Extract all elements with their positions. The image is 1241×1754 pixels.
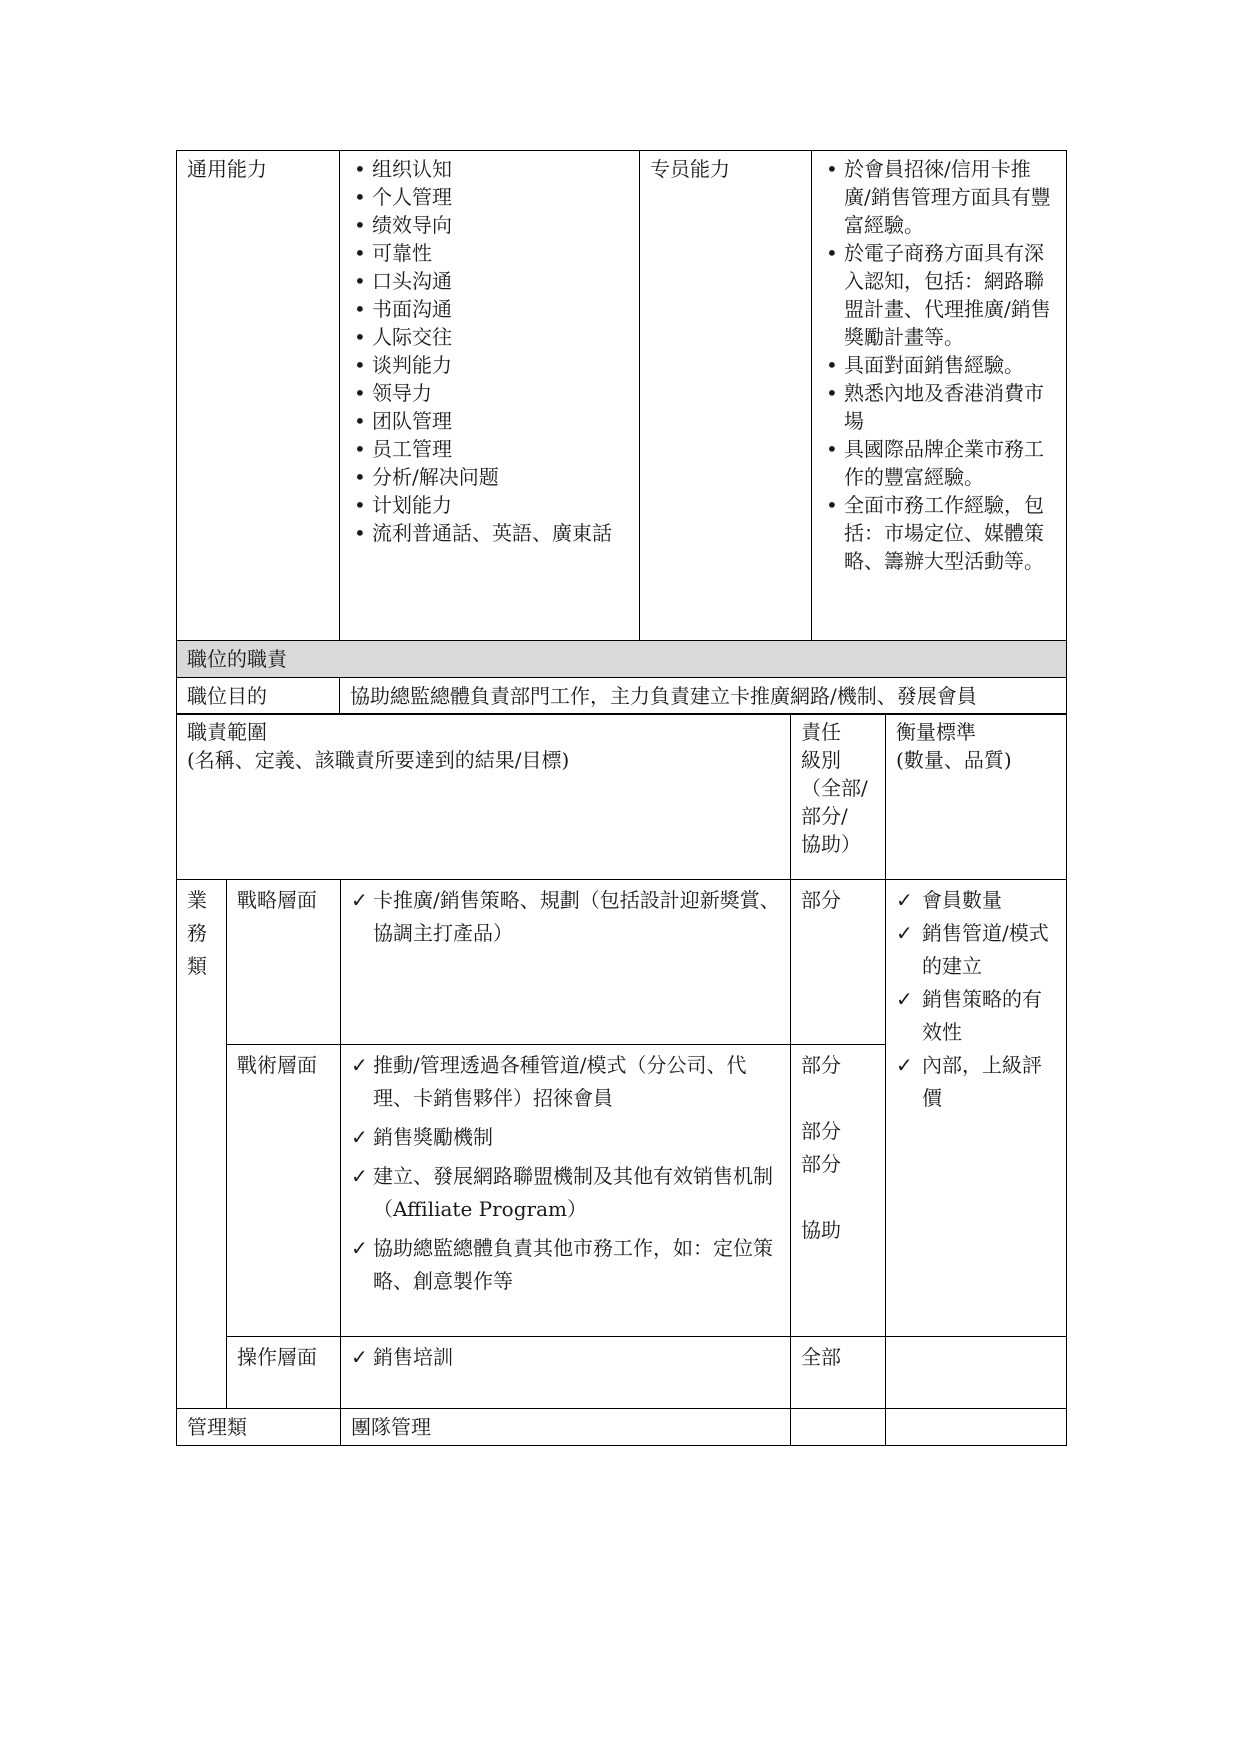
- check-mark-icon: ✓: [896, 888, 913, 912]
- specialist-competency-list: [822, 155, 1056, 575]
- general-competency-item: • 员工管理: [350, 435, 629, 463]
- specialist-competency-item: • 於電子商務方面具有深入認知，包括：網路聯盟計畫、代理推廣/銷售獎勵計畫等。: [822, 239, 1056, 351]
- general-competency-item: • 可靠性: [350, 239, 629, 267]
- operational-duty-item: ✓ 銷售培訓: [351, 1341, 780, 1374]
- general-competency-item: • 人际交往: [350, 323, 629, 351]
- competency-table: [176, 150, 1067, 641]
- measurement-item: ✓ 銷售管道/模式的建立: [896, 917, 1056, 983]
- operational-responsibility: 全部: [791, 1337, 886, 1409]
- management-measure: [886, 1409, 1067, 1446]
- measurement-item: ✓ 銷售策略的有效性: [896, 983, 1056, 1049]
- tactical-responsibility: 部分 部分 部分 協助: [791, 1045, 886, 1337]
- general-competency-item: • 分析/解决问题: [350, 463, 629, 491]
- management-category-label: 管理類: [177, 1409, 341, 1446]
- check-mark-icon: ✓: [351, 1164, 368, 1188]
- scope-title: 職責範圍: [187, 720, 267, 744]
- check-mark-icon: ✓: [351, 1236, 368, 1260]
- management-duty: 團隊管理: [341, 1409, 791, 1446]
- general-competency-item: • 书面沟通: [350, 295, 629, 323]
- purpose-label: 職位目的: [177, 677, 340, 714]
- management-responsibility: [791, 1409, 886, 1446]
- scope-subtitle: (名稱、定義、該職責所要達到的結果/目標): [187, 748, 570, 772]
- check-mark-icon: ✓: [896, 1053, 913, 1077]
- operational-level-label: 操作層面: [227, 1337, 341, 1409]
- check-mark-icon: ✓: [896, 921, 913, 945]
- tactical-duty-item: ✓ 銷售獎勵機制: [351, 1121, 780, 1154]
- general-competency-item: • 流利普通話、英語、廣東話: [350, 519, 629, 547]
- general-competency-list: [350, 155, 629, 547]
- specialist-competency-item: • 熟悉內地及香港消費市場: [822, 379, 1056, 435]
- general-competency-item: • 绩效导向: [350, 211, 629, 239]
- business-category-label: 業 務 類: [177, 880, 227, 1409]
- strategic-level-label: 戰略層面: [227, 880, 341, 1045]
- tactical-duty-item: ✓ 協助總監總體負責其他市務工作，如：定位策略、創意製作等: [351, 1232, 780, 1298]
- general-competency-item: • 口头沟通: [350, 267, 629, 295]
- measurement-item: ✓ 會員數量: [896, 884, 1056, 917]
- operational-measure: [886, 1337, 1067, 1409]
- tactical-duty-item: ✓ 建立、發展網路聯盟機制及其他有效销售机制（Affiliate Program）: [351, 1160, 780, 1226]
- strategic-responsibility: 部分: [791, 880, 886, 1045]
- measurement-list: [896, 884, 1056, 1115]
- operational-duties-list: [351, 1341, 780, 1374]
- check-mark-icon: ✓: [351, 888, 368, 912]
- tactical-duty-item: ✓ 推動/管理透過各種管道/模式（分公司、代理、卡銷售夥伴）招徠會員: [351, 1049, 780, 1115]
- general-competency-item: • 个人管理: [350, 183, 629, 211]
- check-mark-icon: ✓: [351, 1345, 368, 1369]
- general-competency-item: • 领导力: [350, 379, 629, 407]
- job-description-page: [176, 150, 1066, 1446]
- general-competency-item: • 团队管理: [350, 407, 629, 435]
- check-mark-icon: ✓: [351, 1125, 368, 1149]
- check-mark-icon: ✓: [896, 987, 913, 1011]
- responsibility-level-header: 責任 級別 （全部/ 部分/ 協助）: [791, 714, 886, 880]
- specialist-competency-item: • 全面市務工作經驗，包括：市場定位、媒體策略、籌辦大型活動等。: [822, 491, 1056, 575]
- tactical-duties-list: [351, 1049, 780, 1298]
- tactical-level-label: 戰術層面: [227, 1045, 341, 1337]
- specialist-competency-item: • 於會員招徠/信用卡推廣/銷售管理方面具有豐富經驗。: [822, 155, 1056, 239]
- strategic-duties-list: [351, 884, 780, 950]
- specialist-competency-item: • 具國際品牌企業市務工作的豐富經驗。: [822, 435, 1056, 491]
- general-competency-label: 通用能力: [177, 151, 340, 641]
- purpose-table: [176, 640, 1067, 715]
- duties-section-header: 職位的職責: [177, 640, 1067, 677]
- general-competency-item: • 组织认知: [350, 155, 629, 183]
- purpose-value: 協助總監總體負責部門工作，主力負責建立卡推廣網路/機制、發展會員: [340, 677, 1067, 714]
- specialist-competency-label: 专员能力: [640, 151, 812, 641]
- general-competency-item: • 谈判能力: [350, 351, 629, 379]
- check-mark-icon: ✓: [351, 1053, 368, 1077]
- general-competency-item: • 计划能力: [350, 491, 629, 519]
- measurement-standard-header: 衡量標準 (數量、品質): [886, 714, 1067, 880]
- measurement-item: ✓ 內部，上級評價: [896, 1049, 1056, 1115]
- specialist-competency-item: • 具面對面銷售經驗。: [822, 351, 1056, 379]
- duty-scope-table: [176, 713, 1067, 1446]
- strategic-duty-item: ✓ 卡推廣/銷售策略、規劃（包括設計迎新獎賞、協調主打產品）: [351, 884, 780, 950]
